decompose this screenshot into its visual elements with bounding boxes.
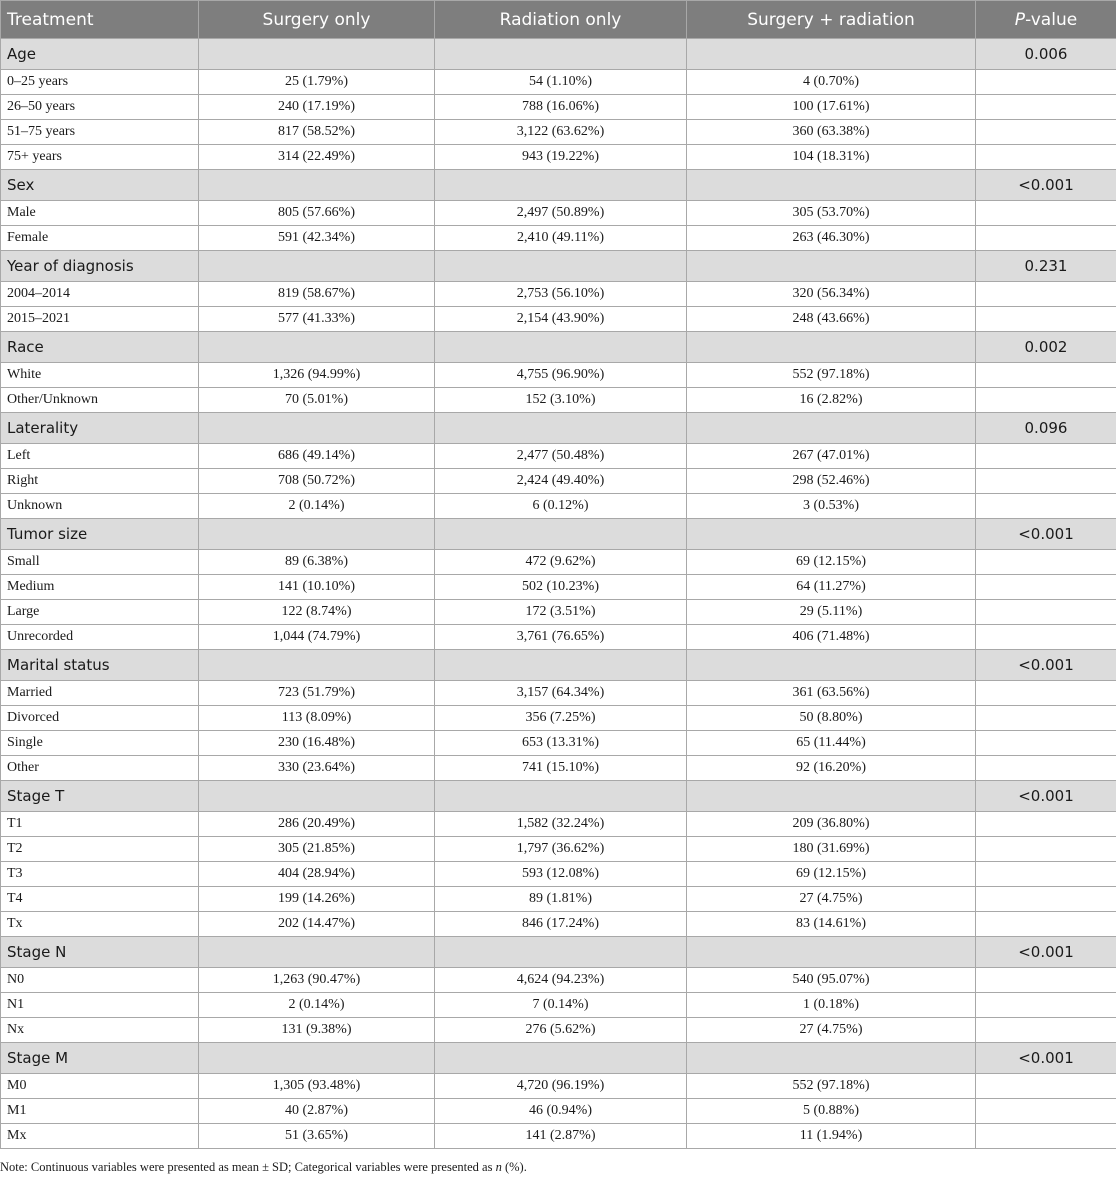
p-value-empty-cell — [976, 1124, 1116, 1149]
table-row — [1, 70, 1116, 95]
table-row — [1, 1099, 1116, 1124]
surgery-only-cell: 330 (23.64%) — [199, 756, 435, 781]
table-row — [1, 731, 1116, 756]
surgery-radiation-cell: 406 (71.48%) — [687, 625, 976, 650]
group-empty-cell — [199, 413, 435, 444]
surgery-only-cell: 141 (10.10%) — [199, 575, 435, 600]
group-empty-cell — [435, 413, 687, 444]
group-row — [1, 650, 1116, 681]
table-body — [1, 39, 1116, 1149]
surgery-only-cell: 805 (57.66%) — [199, 201, 435, 226]
surgery-only-cell: 51 (3.65%) — [199, 1124, 435, 1149]
row-label: N0 — [1, 968, 199, 993]
surgery-only-cell: 199 (14.26%) — [199, 887, 435, 912]
table-row — [1, 862, 1116, 887]
group-p-value: <0.001 — [976, 1043, 1116, 1074]
radiation-only-cell: 2,753 (56.10%) — [435, 282, 687, 307]
p-value-empty-cell — [976, 812, 1116, 837]
group-empty-cell — [199, 1043, 435, 1074]
group-row — [1, 781, 1116, 812]
radiation-only-cell: 4,755 (96.90%) — [435, 363, 687, 388]
row-label: T3 — [1, 862, 199, 887]
p-value-empty-cell — [976, 887, 1116, 912]
radiation-only-cell: 3,122 (63.62%) — [435, 120, 687, 145]
note-part1: Note: Continuous variables were presented as mean ± SD; Categorical variables were presented as — [0, 1160, 496, 1174]
group-empty-cell — [687, 781, 976, 812]
table-row — [1, 388, 1116, 413]
surgery-radiation-cell: 65 (11.44%) — [687, 731, 976, 756]
group-p-value: 0.096 — [976, 413, 1116, 444]
row-label: Mx — [1, 1124, 199, 1149]
group-empty-cell — [199, 519, 435, 550]
radiation-only-cell: 2,497 (50.89%) — [435, 201, 687, 226]
radiation-only-cell: 943 (19.22%) — [435, 145, 687, 170]
group-empty-cell — [435, 39, 687, 70]
group-empty-cell — [199, 332, 435, 363]
row-label: 2004–2014 — [1, 282, 199, 307]
header-surgery-only: Surgery only — [199, 1, 435, 39]
surgery-radiation-cell: 320 (56.34%) — [687, 282, 976, 307]
table-row — [1, 993, 1116, 1018]
surgery-only-cell: 577 (41.33%) — [199, 307, 435, 332]
group-label: Marital status — [1, 650, 199, 681]
table-row — [1, 600, 1116, 625]
surgery-radiation-cell: 92 (16.20%) — [687, 756, 976, 781]
radiation-only-cell: 1,797 (36.62%) — [435, 837, 687, 862]
group-label: Age — [1, 39, 199, 70]
group-label: Stage T — [1, 781, 199, 812]
table-row — [1, 681, 1116, 706]
row-label: M0 — [1, 1074, 199, 1099]
row-label: Unknown — [1, 494, 199, 519]
group-row — [1, 170, 1116, 201]
p-value-empty-cell — [976, 307, 1116, 332]
p-value-empty-cell — [976, 282, 1116, 307]
table-row — [1, 756, 1116, 781]
surgery-only-cell: 240 (17.19%) — [199, 95, 435, 120]
table-row — [1, 1074, 1116, 1099]
row-label: T1 — [1, 812, 199, 837]
table-row — [1, 1124, 1116, 1149]
p-value-empty-cell — [976, 731, 1116, 756]
group-row — [1, 251, 1116, 282]
surgery-only-cell: 1,044 (74.79%) — [199, 625, 435, 650]
surgery-radiation-cell: 267 (47.01%) — [687, 444, 976, 469]
header-radiation-only: Radiation only — [435, 1, 687, 39]
radiation-only-cell: 2,154 (43.90%) — [435, 307, 687, 332]
surgery-only-cell: 591 (42.34%) — [199, 226, 435, 251]
row-label: Small — [1, 550, 199, 575]
p-value-empty-cell — [976, 550, 1116, 575]
radiation-only-cell: 46 (0.94%) — [435, 1099, 687, 1124]
row-label: 0–25 years — [1, 70, 199, 95]
surgery-radiation-cell: 305 (53.70%) — [687, 201, 976, 226]
group-row — [1, 332, 1116, 363]
p-value-empty-cell — [976, 201, 1116, 226]
p-value-empty-cell — [976, 145, 1116, 170]
note-part2: (%). — [501, 1160, 527, 1174]
row-label: Right — [1, 469, 199, 494]
group-empty-cell — [435, 1043, 687, 1074]
group-empty-cell — [687, 332, 976, 363]
p-value-empty-cell — [976, 120, 1116, 145]
surgery-only-cell: 1,305 (93.48%) — [199, 1074, 435, 1099]
surgery-only-cell: 89 (6.38%) — [199, 550, 435, 575]
group-p-value: 0.231 — [976, 251, 1116, 282]
table-row — [1, 201, 1116, 226]
radiation-only-cell: 2,477 (50.48%) — [435, 444, 687, 469]
header-surgery-radiation: Surgery + radiation — [687, 1, 976, 39]
row-label: 26–50 years — [1, 95, 199, 120]
group-empty-cell — [199, 781, 435, 812]
radiation-only-cell: 6 (0.12%) — [435, 494, 687, 519]
group-label: Race — [1, 332, 199, 363]
surgery-radiation-cell: 552 (97.18%) — [687, 1074, 976, 1099]
surgery-radiation-cell: 540 (95.07%) — [687, 968, 976, 993]
surgery-radiation-cell: 64 (11.27%) — [687, 575, 976, 600]
surgery-radiation-cell: 360 (63.38%) — [687, 120, 976, 145]
surgery-radiation-cell: 248 (43.66%) — [687, 307, 976, 332]
radiation-only-cell: 4,624 (94.23%) — [435, 968, 687, 993]
p-value-empty-cell — [976, 444, 1116, 469]
radiation-only-cell: 2,410 (49.11%) — [435, 226, 687, 251]
p-value-empty-cell — [976, 469, 1116, 494]
surgery-radiation-cell: 50 (8.80%) — [687, 706, 976, 731]
radiation-only-cell: 3,157 (64.34%) — [435, 681, 687, 706]
table-row — [1, 706, 1116, 731]
group-empty-cell — [435, 937, 687, 968]
radiation-only-cell: 593 (12.08%) — [435, 862, 687, 887]
surgery-only-cell: 286 (20.49%) — [199, 812, 435, 837]
table-row — [1, 575, 1116, 600]
surgery-radiation-cell: 5 (0.88%) — [687, 1099, 976, 1124]
radiation-only-cell: 741 (15.10%) — [435, 756, 687, 781]
row-label: White — [1, 363, 199, 388]
group-empty-cell — [687, 937, 976, 968]
group-empty-cell — [199, 170, 435, 201]
row-label: Married — [1, 681, 199, 706]
group-empty-cell — [687, 413, 976, 444]
p-value-empty-cell — [976, 95, 1116, 120]
group-empty-cell — [435, 519, 687, 550]
radiation-only-cell: 152 (3.10%) — [435, 388, 687, 413]
row-label: Male — [1, 201, 199, 226]
group-empty-cell — [435, 251, 687, 282]
surgery-only-cell: 708 (50.72%) — [199, 469, 435, 494]
radiation-only-cell: 472 (9.62%) — [435, 550, 687, 575]
group-p-value: 0.006 — [976, 39, 1116, 70]
group-row — [1, 1043, 1116, 1074]
surgery-only-cell: 25 (1.79%) — [199, 70, 435, 95]
p-value-empty-cell — [976, 837, 1116, 862]
surgery-radiation-cell: 69 (12.15%) — [687, 550, 976, 575]
table-row — [1, 444, 1116, 469]
group-empty-cell — [199, 39, 435, 70]
group-empty-cell — [687, 1043, 976, 1074]
table-row — [1, 307, 1116, 332]
surgery-radiation-cell: 104 (18.31%) — [687, 145, 976, 170]
p-value-empty-cell — [976, 600, 1116, 625]
surgery-radiation-cell: 263 (46.30%) — [687, 226, 976, 251]
row-label: 75+ years — [1, 145, 199, 170]
surgery-radiation-cell: 1 (0.18%) — [687, 993, 976, 1018]
surgery-radiation-cell: 27 (4.75%) — [687, 887, 976, 912]
surgery-radiation-cell: 180 (31.69%) — [687, 837, 976, 862]
radiation-only-cell: 356 (7.25%) — [435, 706, 687, 731]
group-p-value: <0.001 — [976, 170, 1116, 201]
group-label: Stage M — [1, 1043, 199, 1074]
row-label: 2015–2021 — [1, 307, 199, 332]
p-value-empty-cell — [976, 1099, 1116, 1124]
table-row — [1, 550, 1116, 575]
surgery-radiation-cell: 29 (5.11%) — [687, 600, 976, 625]
note-n: n — [495, 1160, 502, 1174]
surgery-only-cell: 1,263 (90.47%) — [199, 968, 435, 993]
surgery-only-cell: 2 (0.14%) — [199, 993, 435, 1018]
table-row — [1, 837, 1116, 862]
header-row — [1, 1, 1116, 39]
group-empty-cell — [435, 781, 687, 812]
group-empty-cell — [435, 170, 687, 201]
p-value-empty-cell — [976, 756, 1116, 781]
group-empty-cell — [199, 251, 435, 282]
group-row — [1, 39, 1116, 70]
p-value-empty-cell — [976, 912, 1116, 937]
row-label: N1 — [1, 993, 199, 1018]
row-label: Nx — [1, 1018, 199, 1043]
surgery-radiation-cell: 69 (12.15%) — [687, 862, 976, 887]
group-empty-cell — [199, 937, 435, 968]
header-p-value — [976, 1, 1116, 39]
surgery-only-cell: 305 (21.85%) — [199, 837, 435, 862]
table-row — [1, 120, 1116, 145]
p-value-empty-cell — [976, 968, 1116, 993]
surgery-radiation-cell: 552 (97.18%) — [687, 363, 976, 388]
group-row — [1, 519, 1116, 550]
group-label: Sex — [1, 170, 199, 201]
group-empty-cell — [199, 650, 435, 681]
radiation-only-cell: 141 (2.87%) — [435, 1124, 687, 1149]
surgery-only-cell: 122 (8.74%) — [199, 600, 435, 625]
radiation-only-cell: 653 (13.31%) — [435, 731, 687, 756]
radiation-only-cell: 3,761 (76.65%) — [435, 625, 687, 650]
radiation-only-cell: 89 (1.81%) — [435, 887, 687, 912]
surgery-radiation-cell: 361 (63.56%) — [687, 681, 976, 706]
group-p-value: 0.002 — [976, 332, 1116, 363]
surgery-only-cell: 723 (51.79%) — [199, 681, 435, 706]
row-label: Other/Unknown — [1, 388, 199, 413]
table-row — [1, 282, 1116, 307]
header-p-italic: P — [1014, 9, 1026, 30]
p-value-empty-cell — [976, 862, 1116, 887]
table-row — [1, 95, 1116, 120]
group-empty-cell — [687, 251, 976, 282]
table-row — [1, 226, 1116, 251]
group-empty-cell — [435, 650, 687, 681]
surgery-only-cell: 40 (2.87%) — [199, 1099, 435, 1124]
table-row — [1, 912, 1116, 937]
surgery-radiation-cell: 3 (0.53%) — [687, 494, 976, 519]
radiation-only-cell: 788 (16.06%) — [435, 95, 687, 120]
group-label: Laterality — [1, 413, 199, 444]
group-p-value: <0.001 — [976, 937, 1116, 968]
group-p-value: <0.001 — [976, 650, 1116, 681]
surgery-only-cell: 113 (8.09%) — [199, 706, 435, 731]
surgery-radiation-cell: 298 (52.46%) — [687, 469, 976, 494]
row-label: Single — [1, 731, 199, 756]
group-p-value: <0.001 — [976, 781, 1116, 812]
table-row — [1, 363, 1116, 388]
radiation-only-cell: 846 (17.24%) — [435, 912, 687, 937]
group-label: Tumor size — [1, 519, 199, 550]
row-label: T2 — [1, 837, 199, 862]
surgery-only-cell: 1,326 (94.99%) — [199, 363, 435, 388]
row-label: Tx — [1, 912, 199, 937]
group-empty-cell — [687, 650, 976, 681]
p-value-empty-cell — [976, 681, 1116, 706]
p-value-empty-cell — [976, 625, 1116, 650]
radiation-only-cell: 2,424 (49.40%) — [435, 469, 687, 494]
surgery-only-cell: 131 (9.38%) — [199, 1018, 435, 1043]
p-value-empty-cell — [976, 575, 1116, 600]
row-label: Large — [1, 600, 199, 625]
surgery-radiation-cell: 16 (2.82%) — [687, 388, 976, 413]
surgery-only-cell: 819 (58.67%) — [199, 282, 435, 307]
p-value-empty-cell — [976, 706, 1116, 731]
group-p-value: <0.001 — [976, 519, 1116, 550]
group-empty-cell — [687, 170, 976, 201]
surgery-only-cell: 314 (22.49%) — [199, 145, 435, 170]
radiation-only-cell: 172 (3.51%) — [435, 600, 687, 625]
p-value-empty-cell — [976, 993, 1116, 1018]
group-row — [1, 937, 1116, 968]
table-row — [1, 968, 1116, 993]
p-value-empty-cell — [976, 388, 1116, 413]
surgery-only-cell: 2 (0.14%) — [199, 494, 435, 519]
radiation-only-cell: 276 (5.62%) — [435, 1018, 687, 1043]
table-row — [1, 145, 1116, 170]
header-p-rest: -value — [1025, 9, 1078, 30]
p-value-empty-cell — [976, 70, 1116, 95]
p-value-empty-cell — [976, 1018, 1116, 1043]
surgery-only-cell: 70 (5.01%) — [199, 388, 435, 413]
header-treatment: Treatment — [1, 1, 199, 39]
radiation-only-cell: 7 (0.14%) — [435, 993, 687, 1018]
surgery-radiation-cell: 4 (0.70%) — [687, 70, 976, 95]
group-label: Stage N — [1, 937, 199, 968]
row-label: 51–75 years — [1, 120, 199, 145]
surgery-only-cell: 404 (28.94%) — [199, 862, 435, 887]
table-note — [0, 1160, 527, 1175]
surgery-radiation-cell: 209 (36.80%) — [687, 812, 976, 837]
group-empty-cell — [687, 519, 976, 550]
radiation-only-cell: 1,582 (32.24%) — [435, 812, 687, 837]
surgery-radiation-cell: 27 (4.75%) — [687, 1018, 976, 1043]
surgery-radiation-cell: 83 (14.61%) — [687, 912, 976, 937]
row-label: Medium — [1, 575, 199, 600]
table-row — [1, 1018, 1116, 1043]
table-row — [1, 812, 1116, 837]
group-empty-cell — [687, 39, 976, 70]
group-label: Year of diagnosis — [1, 251, 199, 282]
p-value-empty-cell — [976, 1074, 1116, 1099]
table-row — [1, 494, 1116, 519]
row-label: Female — [1, 226, 199, 251]
row-label: Divorced — [1, 706, 199, 731]
surgery-only-cell: 686 (49.14%) — [199, 444, 435, 469]
p-value-empty-cell — [976, 363, 1116, 388]
group-row — [1, 413, 1116, 444]
table-row — [1, 625, 1116, 650]
radiation-only-cell: 4,720 (96.19%) — [435, 1074, 687, 1099]
table-row — [1, 887, 1116, 912]
radiation-only-cell: 502 (10.23%) — [435, 575, 687, 600]
row-label: T4 — [1, 887, 199, 912]
surgery-only-cell: 202 (14.47%) — [199, 912, 435, 937]
row-label: Unrecorded — [1, 625, 199, 650]
p-value-empty-cell — [976, 494, 1116, 519]
table-row — [1, 469, 1116, 494]
group-empty-cell — [435, 332, 687, 363]
row-label: Other — [1, 756, 199, 781]
p-value-empty-cell — [976, 226, 1116, 251]
surgery-radiation-cell: 100 (17.61%) — [687, 95, 976, 120]
row-label: Left — [1, 444, 199, 469]
surgery-radiation-cell: 11 (1.94%) — [687, 1124, 976, 1149]
surgery-only-cell: 230 (16.48%) — [199, 731, 435, 756]
surgery-only-cell: 817 (58.52%) — [199, 120, 435, 145]
row-label: M1 — [1, 1099, 199, 1124]
radiation-only-cell: 54 (1.10%) — [435, 70, 687, 95]
